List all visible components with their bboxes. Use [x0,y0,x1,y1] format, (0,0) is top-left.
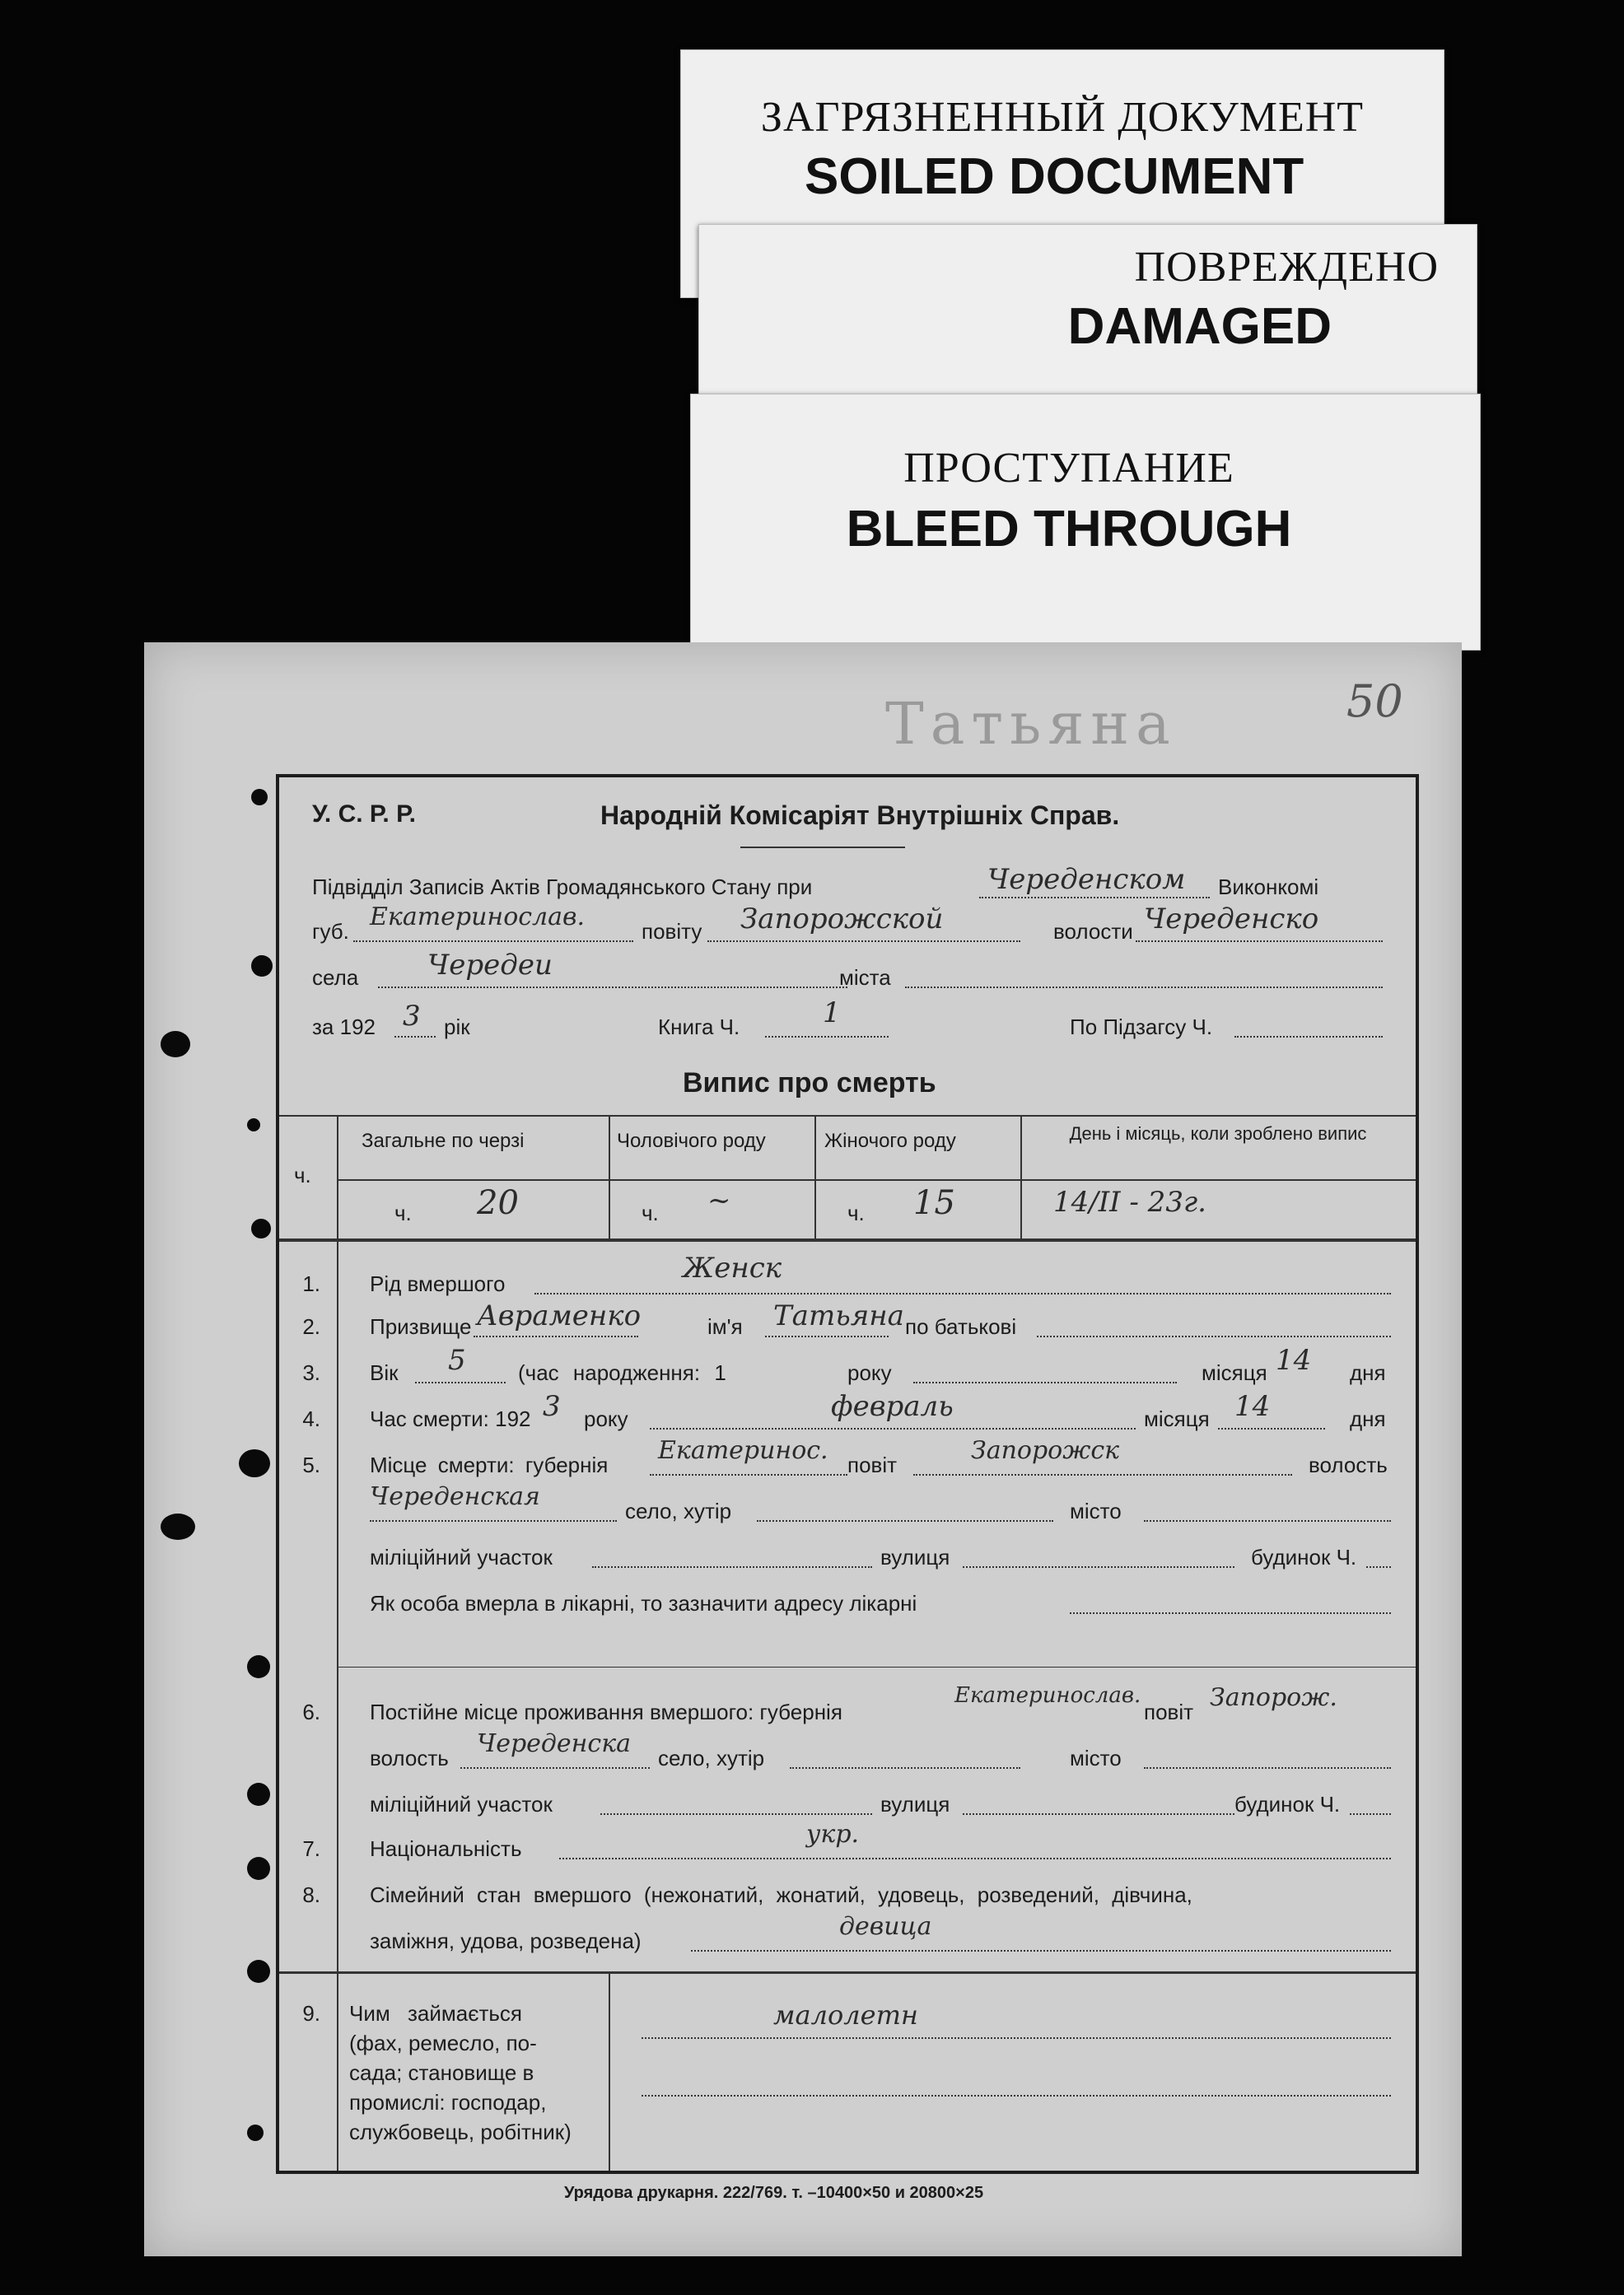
field-label: Національність [370,1836,522,1861]
section-rule [279,1971,1416,1974]
punch-hole [161,1031,190,1057]
field-value: Авраменко [477,1299,642,1332]
field-label: міліційний участок [370,1545,553,1570]
selo-dots [378,987,847,988]
punch-hole [247,1783,270,1806]
punch-hole [251,1219,271,1238]
field-value: 5 [448,1344,466,1377]
counter-col-header: День і місяць, коли зроблено випис [1069,1123,1367,1144]
field-number: 5. [302,1453,320,1477]
field-dots [1350,1813,1391,1815]
counter-prefix: ч. [642,1201,659,1225]
field-dots [1070,1612,1391,1614]
label-en: BLEED THROUGH [846,501,1292,557]
registry-value: Череденском [987,863,1186,896]
field-dots [642,2095,1391,2097]
book-dots [765,1036,889,1038]
punch-hole [247,1960,270,1983]
volost-value: Череденско [1144,903,1319,935]
povit-value: Запорожской [740,903,944,935]
field-label: будинок Ч. [1251,1545,1357,1570]
povit-label: повіту [642,919,702,944]
punch-hole [251,789,268,805]
field-value: Женск [683,1252,782,1285]
counter-value-female: 15 [913,1184,955,1222]
field-label: по батькові [905,1314,1017,1339]
field-dots [642,2037,1391,2039]
field-label: Призвище [370,1314,472,1339]
counter-prefix: ч. [394,1201,412,1225]
misto-dots [905,987,1383,988]
povit-dots [707,940,1020,942]
field-label: Сімейний стан вмершого (нежонатий, жонатий, удовець, розведений, дівчина, [370,1882,1192,1907]
field-value: девица [839,1912,932,1941]
field-label: промислі: господар, [349,2090,547,2115]
subrecord-label: По Підзагсу Ч. [1070,1015,1213,1039]
gub-value: Екатеринослав. [370,903,586,931]
field-label: місяця [1144,1406,1210,1431]
counter-value-date: 14/II - 23г. [1053,1186,1206,1219]
field-label: дня [1350,1406,1386,1431]
printer-footer: Урядова друкарня. 222/769. т. –10400×50 и 20800×25 [564,2184,984,2202]
field-dots [460,1767,650,1769]
punch-hole [247,1655,270,1678]
field-label: Постійне місце проживання вмершого: губернія [370,1700,842,1724]
death-record-sheet [144,642,1462,2256]
year-dots [394,1036,436,1038]
field-dots [963,1566,1234,1568]
field-label: село, хутір [625,1499,732,1523]
field-label: службовець, робітник) [349,2120,572,2144]
field-label: сада; становище в [349,2060,534,2085]
field-dots [1037,1336,1391,1337]
field-label: повіт [847,1453,898,1477]
registry-prefix: Підвідділ Записів Актів Громадянського Стану при [312,875,813,899]
field-dots [650,1428,1136,1430]
subrecord-dots [1234,1036,1383,1038]
field-label: село, хутір [658,1746,765,1770]
field-label: місто [1070,1746,1122,1770]
field-dots [370,1520,617,1522]
occupation-divider [609,1971,610,2171]
field-label: заміжня, удова, розведена) [370,1929,642,1953]
table-col-divider [814,1115,816,1238]
table-col-divider [1020,1115,1022,1238]
field-label: року [584,1406,628,1431]
field-label: Як особа вмерла в лікарні, то зазначити адресу лікарні [370,1591,917,1616]
misto-label: міста [839,965,891,990]
field-number: 6. [302,1700,320,1724]
book-value: 1 [823,996,841,1029]
counter-value-total: 20 [477,1184,519,1222]
book-label: Книга Ч. [658,1015,740,1039]
field-label: року [847,1360,892,1385]
field-dots [1218,1428,1325,1430]
field-value: Череденска [477,1729,632,1758]
field-value: 3 [543,1390,561,1423]
field-label: Чим займається [349,2001,522,2026]
field-value: укр. [806,1820,860,1849]
field-dots [963,1813,1234,1815]
counter-col-header: Чоловічого роду [617,1130,766,1152]
punch-hole [247,2125,264,2141]
field-dots [600,1813,872,1815]
field-label: місто [1070,1499,1122,1523]
field-value: 14 [1234,1390,1271,1423]
counter-prefix: ч. [847,1201,865,1225]
field-dots [534,1293,1391,1294]
form-frame [276,774,1419,2174]
selo-label: села [312,965,359,990]
field-dots [1144,1767,1391,1769]
year-label: за 192 [312,1015,376,1039]
field-dots [650,1474,847,1476]
registry-dots [979,897,1210,898]
field-number: 1. [302,1271,320,1296]
field-dots [1144,1520,1391,1522]
label-ru: ПРОСТУПАНИЕ [903,445,1234,492]
field-label: Місце смерти: губернія [370,1453,609,1477]
top-annotation: Татьяна [885,690,1177,758]
field-value: малолетн [773,1999,918,2031]
field-number: 2. [302,1314,320,1339]
field-value: Татьяна [773,1299,904,1332]
label-en: SOILED DOCUMENT [805,148,1304,205]
field-label: Вік [370,1360,399,1385]
field-dots [592,1566,872,1568]
counter-col-header: Жіночого роду [824,1130,956,1152]
header-rule [740,847,905,848]
field-number: 9. [302,2001,320,2026]
label-bleed-through [690,394,1481,651]
field-dots [474,1336,638,1337]
page-number: 50 [1346,675,1403,727]
gub-dots [353,940,633,942]
field-dots [559,1858,1391,1859]
table-col-divider [609,1115,610,1238]
field-label: будинок Ч. [1234,1792,1341,1817]
punch-hole [251,955,273,977]
field-label: міліційний участок [370,1792,553,1817]
year-suffix: рік [444,1015,470,1039]
field-label: (час народження: 1 [518,1360,726,1385]
field-value: февраль [831,1390,954,1423]
punch-hole [247,1118,260,1131]
punch-hole [247,1857,270,1880]
field-value: Екатеринос. [658,1436,828,1465]
field-number: 4. [302,1406,320,1431]
label-ru: ЗАГРЯЗНЕННЫЙ ДОКУМЕНТ [760,94,1365,141]
field-dots [691,1950,1391,1952]
document-title: Випис про смерть [683,1067,936,1099]
label-ru: ПОВРЕЖДЕНО [1134,244,1439,291]
field-dots [790,1767,1020,1769]
counter-value-male: ~ [707,1184,731,1217]
punch-hole [161,1514,195,1540]
field-label: повіт [1144,1700,1194,1724]
state-heading: У. С. Р. Р. [312,800,416,828]
field-dots [765,1336,889,1337]
table-rule-top [279,1115,1416,1117]
counter-ch-label: ч. [294,1163,311,1187]
gub-label: губ. [312,919,349,944]
field-label: вулиця [880,1792,950,1817]
field-label: ім'я [707,1314,743,1339]
field-label: волость [370,1746,449,1770]
field-label: волость [1309,1453,1388,1477]
field-dots [1366,1566,1391,1568]
field-dots [415,1382,506,1383]
field-value: Екатеринослав. [954,1683,1141,1708]
field-number: 8. [302,1882,320,1907]
field-label: (фах, ремесло, по- [349,2031,537,2055]
field-label: Рід вмершого [370,1271,506,1296]
section-rule [337,1667,1416,1668]
field-label: вулиця [880,1545,950,1570]
field-value: Запорожск [971,1436,1120,1465]
field-dots [913,1382,1177,1383]
table-rule-bottom [279,1238,1416,1242]
label-en: DAMAGED [1067,298,1332,355]
field-dots [913,1474,1292,1476]
counter-col-header: Загальне по черзі [362,1130,525,1152]
commissariat-heading: Народній Комісаріят Внутрішніх Справ. [600,800,1120,830]
volost-dots [1136,940,1383,942]
field-number: 7. [302,1836,320,1861]
field-value: Череденская [370,1482,540,1511]
table-rule-mid [337,1179,1416,1181]
field-number: 3. [302,1360,320,1385]
field-value: Запорож. [1210,1683,1337,1712]
selo-value: Чередеи [427,949,553,982]
table-col-divider [337,1115,338,2171]
field-label: місяця [1202,1360,1267,1385]
field-label: Час смерти: 192 [370,1406,531,1431]
registry-suffix: Виконкомі [1218,875,1319,899]
volost-label: волости [1053,919,1133,944]
field-value: 14 [1276,1344,1312,1377]
year-value: 3 [403,1000,421,1033]
punch-hole [239,1449,270,1477]
field-dots [757,1520,1053,1522]
field-label: дня [1350,1360,1386,1385]
